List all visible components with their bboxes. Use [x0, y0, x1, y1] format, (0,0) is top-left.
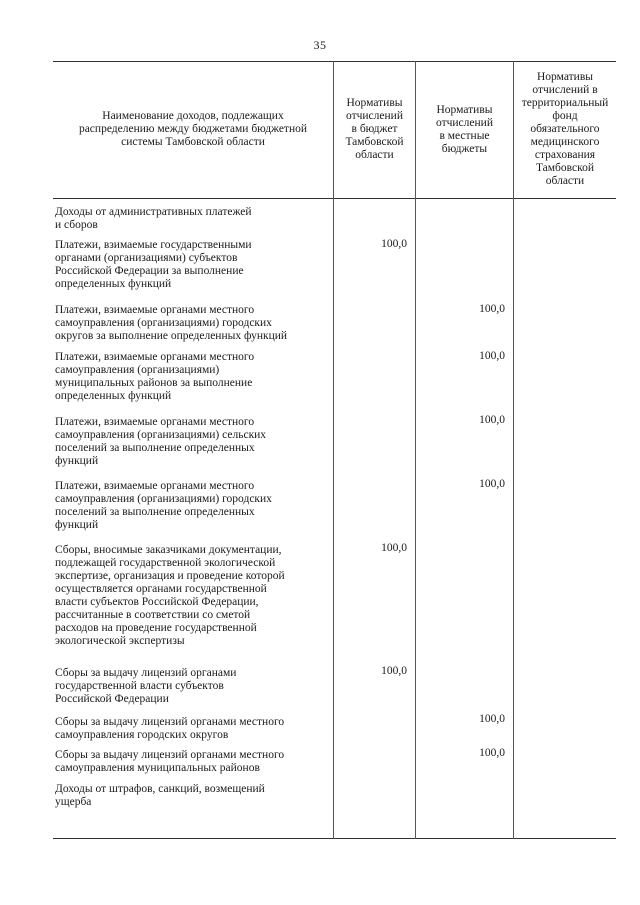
row-label: Доходы от административных платежей и сборов — [55, 206, 252, 231]
header-regional-budget: Нормативы отчислений в бюджет Тамбовской области — [345, 97, 404, 161]
row-local-value: 100,0 — [479, 713, 505, 725]
row-label: Платежи, взимаемые органами местного самоуправления (организациями) сельских поселений за выполнение определенных функций — [55, 416, 267, 467]
header-bottom-border — [53, 198, 616, 199]
row-label: Платежи, взимаемые органами местного самоуправления (организациями) муниципальных районов за выполнение определенных функций — [55, 351, 255, 402]
row-regional-value: 100,0 — [381, 542, 407, 554]
row-local-value: 100,0 — [479, 350, 505, 362]
row-label: Доходы от штрафов, санкций, возмещений ущерба — [55, 783, 265, 808]
row-local-value: 100,0 — [479, 303, 505, 315]
row-label: Сборы за выдачу лицензий органами местного самоуправления городских округов — [55, 716, 285, 741]
header-revenue-name: Наименование доходов, подлежащих распределению между бюджетами бюджетной системы Тамбовской области — [78, 110, 308, 148]
row-regional-value: 100,0 — [381, 238, 407, 250]
row-label: Платежи, взимаемые государственными органами (организациями) субъектов Российской Федерации за выполнение определенных функций — [55, 239, 252, 290]
revenue-distribution-table — [53, 61, 616, 839]
page-number: 35 — [313, 38, 327, 52]
row-regional-value: 100,0 — [381, 665, 407, 677]
row-local-value: 100,0 — [479, 747, 505, 759]
table-bottom-border — [53, 838, 616, 839]
row-label: Платежи, взимаемые органами местного самоуправления (организациями) городских поселений за выполнение определенных функций — [55, 480, 272, 531]
row-label: Сборы за выдачу лицензий органами государственной власти субъектов Российской Федерации — [55, 667, 237, 705]
row-label: Сборы, вносимые заказчиками документации, подлежащей государственной экологической экспертизе, организация и проведение которой осуществляется органами государственной власти субъектов Российской Федерации, рассчитанные в соответствии со сметой расходов на проведение государственной экологической экспертизы — [55, 544, 285, 647]
row-local-value: 100,0 — [479, 414, 505, 426]
row-local-value: 100,0 — [479, 478, 505, 490]
row-label: Сборы за выдачу лицензий органами местного самоуправления муниципальных районов — [55, 749, 285, 774]
header-local-budgets: Нормативы отчислений в местные бюджеты — [436, 103, 493, 155]
header-medical-fund: Нормативы отчислений в территориальный фонд обязательного медицинского страхования Тамбовской области — [521, 71, 609, 187]
row-label: Платежи, взимаемые органами местного самоуправления (организациями) городских округов за выполнение определенных функций — [55, 304, 288, 342]
